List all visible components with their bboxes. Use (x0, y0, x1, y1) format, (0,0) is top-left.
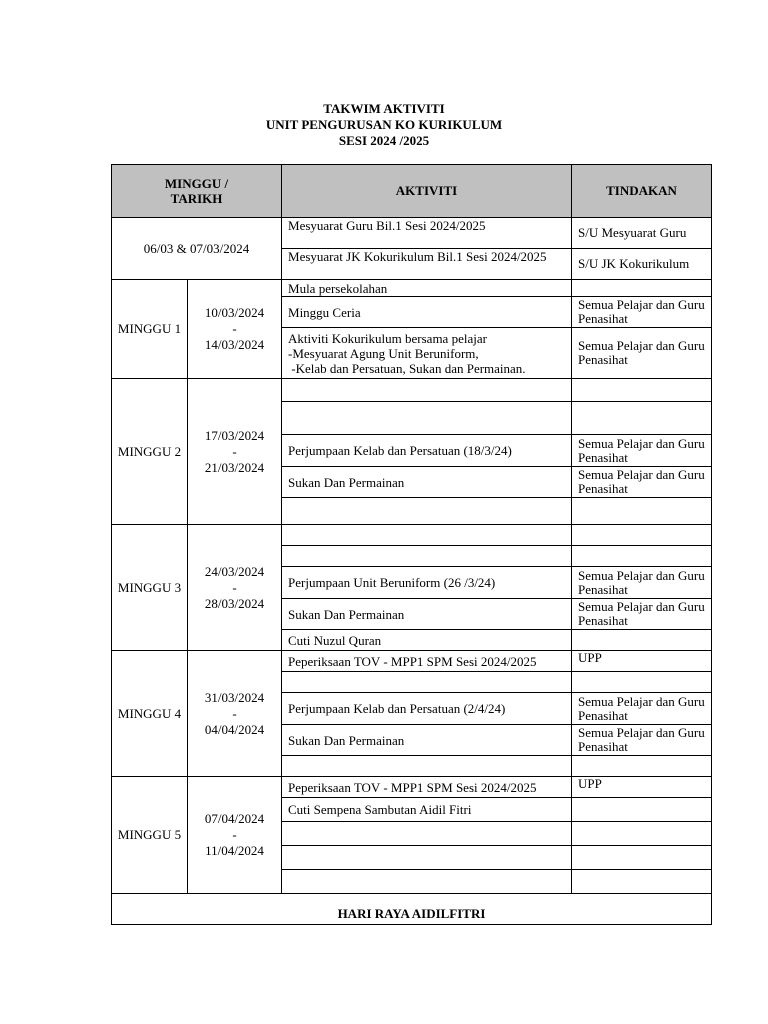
header-aktiviti: AKTIVITI (282, 165, 572, 218)
tindakan-cell (572, 630, 712, 651)
footer-row (112, 894, 712, 925)
aktiviti-cell (282, 498, 572, 525)
week-date-sep: - (232, 827, 237, 842)
aktiviti-text: Sukan Dan Permainan (288, 474, 405, 490)
tindakan-cell: Semua Pelajar dan Guru Penasihat (572, 435, 712, 467)
table-row (112, 379, 712, 402)
aktiviti-text: Cuti Nuzul Quran (288, 632, 382, 648)
aktiviti-text: Sukan Dan Permainan (288, 732, 405, 748)
header-tindakan: TINDAKAN (572, 165, 712, 218)
week-date-date-end: 21/03/2024 (204, 459, 265, 475)
title-line-2: UNIT PENGURUSAN KO KURIKULUM (265, 117, 503, 132)
aktiviti-text: Aktiviti Kokurikulum bersama pelajar (288, 330, 487, 346)
aktiviti-cell (282, 328, 572, 379)
footer-cell: HARI RAYA AIDILFITRI (112, 894, 712, 925)
aktiviti-cell (282, 402, 572, 435)
week-date-date-start: 31/03/2024 (204, 689, 265, 705)
tindakan-cell: Semua Pelajar dan Guru Penasihat (572, 297, 712, 328)
week-date-date-start: 10/03/2024 (204, 305, 265, 320)
aktiviti-cell (282, 546, 572, 567)
table-row (112, 280, 712, 297)
tindakan-cell: Semua Pelajar dan Guru Penasihat (572, 328, 712, 379)
tindakan-cell: S/U JK Kokurikulum (572, 249, 712, 280)
aktiviti-cell (282, 379, 572, 402)
week-label-cell: MINGGU 3 (112, 525, 188, 651)
aktiviti-text: -Kelab dan Persatuan, Sukan dan Permainan. (288, 360, 526, 376)
tindakan-cell: Semua Pelajar dan Guru Penasihat (572, 567, 712, 599)
table-row (112, 525, 712, 546)
aktiviti-cell: Mesyuarat JK Kokurikulum Bil.1 Sesi 2024/2025 (282, 249, 572, 280)
aktiviti-text: Perjumpaan Unit Beruniform (26 /3/24) (288, 575, 496, 590)
tindakan-cell (572, 525, 712, 546)
aktiviti-cell (282, 870, 572, 894)
aktiviti-text: Sukan Dan Permainan (288, 606, 405, 622)
aktiviti-cell (282, 756, 572, 777)
tindakan-cell: Semua Pelajar dan Guru Penasihat (572, 693, 712, 725)
week-date-sep: - (232, 443, 237, 459)
aktiviti-cell (282, 725, 572, 756)
aktiviti-text: Cuti Sempena Sambutan Aidil Fitri (288, 802, 472, 817)
aktiviti-cell (282, 525, 572, 546)
tindakan-cell: Semua Pelajar dan Guru Penasihat (572, 725, 712, 756)
week-date-date-start: 07/04/2024 (204, 811, 265, 826)
aktiviti-cell (282, 599, 572, 630)
tindakan-cell (572, 379, 712, 402)
week-date-date-end: 04/04/2024 (204, 721, 265, 737)
week-label-cell: MINGGU 1 (112, 280, 188, 379)
aktiviti-text: Mula persekolahan (288, 280, 388, 296)
aktiviti-cell (282, 280, 572, 297)
title-line-3: SESI 2024 /2025 (338, 133, 430, 148)
aktiviti-text: Perjumpaan Kelab dan Persatuan (2/4/24) (288, 701, 506, 716)
pre-date-cell: 06/03 & 07/03/2024 (112, 218, 282, 280)
tindakan-cell: S/U Mesyuarat Guru (572, 218, 712, 249)
table-body (112, 218, 712, 894)
week-label-cell: MINGGU 2 (112, 379, 188, 525)
tindakan-cell: UPP (572, 651, 712, 672)
aktiviti-cell (282, 672, 572, 693)
aktiviti-cell (282, 822, 572, 846)
tindakan-cell (572, 498, 712, 525)
week-date-date-start: 24/03/2024 (204, 563, 265, 579)
table-row (112, 777, 712, 798)
document-title (0, 101, 768, 149)
aktiviti-cell (282, 651, 572, 672)
week-date-sep: - (232, 321, 237, 336)
tindakan-cell (572, 672, 712, 693)
aktiviti-text: Peperiksaan TOV - MPP1 SPM Sesi 2024/2025 (288, 653, 537, 669)
week-date-cell (188, 379, 282, 525)
aktiviti-cell (282, 435, 572, 467)
week-date-cell (188, 525, 282, 651)
aktiviti-cell (282, 798, 572, 822)
header-minggu: MINGGU / (164, 176, 229, 191)
tindakan-cell (572, 870, 712, 894)
aktiviti-cell (282, 693, 572, 725)
week-date-date-start: 17/03/2024 (204, 427, 265, 443)
tindakan-cell (572, 280, 712, 297)
week-date-date-end: 11/04/2024 (205, 843, 264, 858)
aktiviti-text: Minggu Ceria (288, 304, 361, 320)
week-date-sep: - (232, 705, 237, 721)
week-date-sep: - (232, 579, 237, 595)
aktiviti-text: Peperiksaan TOV - MPP1 SPM Sesi 2024/2025 (288, 779, 537, 795)
tindakan-cell (572, 798, 712, 822)
table-row (112, 218, 712, 249)
aktiviti-cell (282, 467, 572, 498)
header-tarikh: TARIKH (170, 191, 223, 206)
aktiviti-cell (282, 846, 572, 870)
aktiviti-cell: Mesyuarat Guru Bil.1 Sesi 2024/2025 (282, 218, 572, 249)
aktiviti-text: -Mesyuarat Agung Unit Beruniform, (288, 345, 479, 361)
tindakan-cell (572, 822, 712, 846)
week-date-date-end: 28/03/2024 (204, 595, 265, 611)
tindakan-cell (572, 846, 712, 870)
table-header-row (112, 165, 712, 218)
aktiviti-cell (282, 567, 572, 599)
tindakan-cell: Semua Pelajar dan Guru Penasihat (572, 467, 712, 498)
week-date-cell (188, 777, 282, 894)
title-line-1: TAKWIM AKTIVITI (323, 101, 445, 116)
tindakan-cell (572, 402, 712, 435)
tindakan-cell: UPP (572, 777, 712, 798)
week-date-date-end: 14/03/2024 (204, 337, 265, 352)
aktiviti-cell (282, 297, 572, 328)
aktiviti-text: Perjumpaan Kelab dan Persatuan (18/3/24) (288, 443, 512, 458)
aktiviti-cell (282, 630, 572, 651)
tindakan-cell: Semua Pelajar dan Guru Penasihat (572, 599, 712, 630)
tindakan-cell (572, 756, 712, 777)
tindakan-cell (572, 546, 712, 567)
table-row (112, 651, 712, 672)
week-label-cell: MINGGU 5 (112, 777, 188, 894)
week-date-cell (188, 651, 282, 777)
activity-table (111, 164, 712, 925)
header-minggu-tarikh (112, 165, 282, 218)
week-date-cell (188, 280, 282, 379)
week-label-cell: MINGGU 4 (112, 651, 188, 777)
aktiviti-cell (282, 777, 572, 798)
